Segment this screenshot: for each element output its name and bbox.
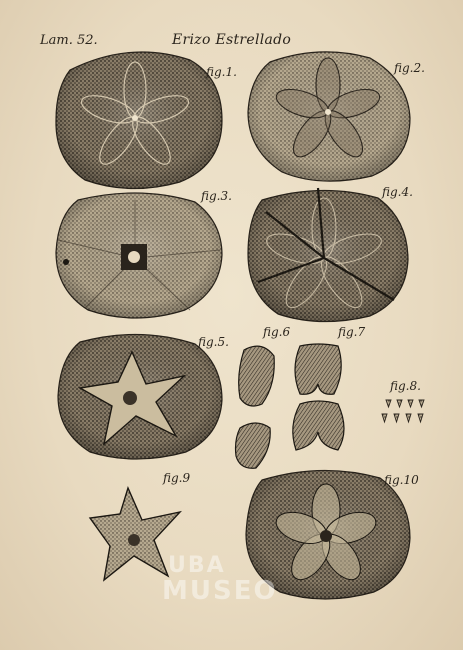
fig3-urchin bbox=[56, 193, 222, 318]
fig4-urchin bbox=[248, 188, 408, 322]
fig7-label: fig.7 bbox=[338, 325, 366, 339]
fig9-star bbox=[90, 488, 180, 580]
fig1-label: fig.1. bbox=[206, 65, 237, 79]
fig3-label: fig.3. bbox=[201, 189, 232, 203]
fig1-urchin bbox=[56, 52, 222, 189]
fig5-urchin bbox=[58, 334, 222, 459]
plate-title: Erizo Estrellado bbox=[172, 32, 292, 48]
fig10-label: fig.10 bbox=[384, 473, 419, 487]
fig2-label: fig.2. bbox=[394, 61, 425, 75]
watermark-line1: UBA bbox=[168, 553, 226, 578]
fig6-label: fig.6 bbox=[263, 325, 291, 339]
plate-number: Lam. 52. bbox=[40, 33, 98, 48]
fig5-label: fig.5. bbox=[198, 335, 229, 349]
fig2-urchin bbox=[248, 52, 410, 181]
fig9-label: fig.9 bbox=[163, 471, 191, 485]
fig4-label: fig.4. bbox=[382, 185, 413, 199]
fig8-teeth bbox=[382, 400, 424, 422]
fig6-jaws bbox=[236, 346, 275, 468]
watermark-line2: MUSEO bbox=[162, 576, 278, 606]
fig8-label: fig.8. bbox=[390, 379, 421, 393]
fig7-jaws bbox=[293, 344, 344, 450]
